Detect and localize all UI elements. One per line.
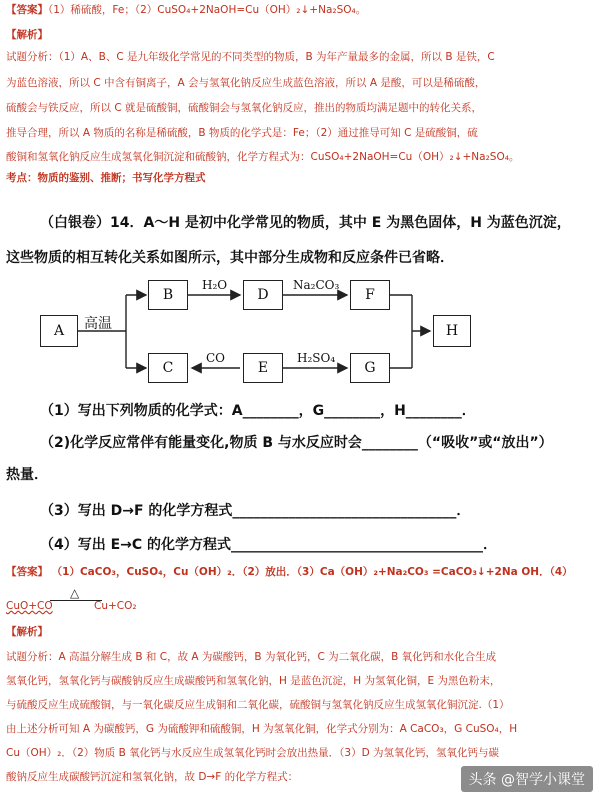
watermark-badge: 头条 @智学小课堂	[461, 766, 593, 792]
analysis-line: 为蓝色溶液，所以 C 中含有铜离子，A 会与氢氧化钠反应生成蓝色溶液，所以 A 是酸，可以是稀硫酸，	[6, 77, 486, 89]
analysis-tag: 【解析】	[6, 29, 48, 41]
eq-condition: △	[70, 586, 80, 600]
node-e: E	[243, 353, 283, 383]
node-b: B	[148, 280, 188, 310]
label-gaowen: 高温	[84, 316, 112, 332]
top-answer	[6, 3, 366, 17]
sub-question-4: （4）写出 E→C 的化学方程式____________________________________．	[40, 537, 498, 553]
answer2-equation	[6, 588, 166, 618]
sub-question-3: （3）写出 D→F 的化学方程式________________________________．	[40, 503, 471, 519]
eq-left: CuO+CO	[6, 600, 53, 612]
node-g: G	[350, 353, 390, 383]
node-f: F	[350, 280, 390, 310]
label-h2so4: H₂SO₄	[297, 351, 336, 365]
analysis2-line: 由上述分析可知 A 为碳酸钙，G 为硫酸钾和硫酸铜，H 为氢氧化铜，化学式分别为：A CaCO₃，G CuSO₄，H	[6, 723, 518, 735]
sub-question-2: （2)化学反应常伴有能量变化,物质 B 与水反应时会________（“吸收”或“放出”）	[40, 435, 553, 451]
analysis-line: 硫酸会与铁反应，所以 C 就是硫酸铜，硫酸铜会与氢氧化钠反应，推出的物质均满足题中的转化关系，	[6, 102, 483, 114]
analysis2-line: 与硫酸反应生成硫酸铜，与一氧化碳反应生成铜和二氧化碳，硫酸铜与氢氧化钠反应生成氢氧化铜沉淀.（1）	[6, 699, 510, 711]
question-line: 这些物质的相互转化关系如图所示，其中部分生成物和反应条件已省略．	[6, 250, 454, 266]
label-co: CO	[206, 351, 226, 365]
analysis-line: 酸铜和氢氧化钠反应生成氢氧化铜沉淀和硫酸钠，化学方程式为：CuSO₄+2NaOH=Cu（OH）₂↓+Na₂SO₄。	[6, 151, 520, 163]
analysis2-line: 试题分析：A 高温分解生成 B 和 C，故 A 为碳酸钙，B 为氧化钙，C 为二氧化碳，B 氧化钙和水化合生成	[6, 651, 497, 663]
node-h: H	[433, 315, 471, 347]
kaodian: 考点：物质的鉴别、推断；书写化学方程式	[6, 172, 206, 184]
answer-text: （1）稀硫酸，Fe；（2）CuSO₄+2NaOH=Cu（OH）₂↓+Na₂SO₄。	[48, 4, 367, 16]
node-d: D	[243, 280, 283, 310]
sub-question-2-cont: 热量．	[6, 467, 48, 483]
reaction-diagram	[0, 270, 601, 395]
node-c: C	[148, 353, 188, 383]
answer2	[6, 565, 573, 579]
analysis2-line: 酸钠反应生成碳酸钙沉淀和氢氧化钠，故 D→F 的化学方程式：	[6, 771, 299, 783]
label-na2co3: Na₂CO₃	[293, 278, 340, 292]
sub-question-1: （1）写出下列物质的化学式：A________，G________，H________．	[40, 403, 476, 419]
answer-tag: 【答案】	[6, 4, 48, 16]
answer2-line1: （1）CaCO₃，CuSO₄，Cu（OH）₂．（2）放出．（3）Ca（OH）₂+Na₂CO₃ =CaCO₃↓+2Na OH．（4）	[51, 566, 573, 578]
label-h2o: H₂O	[202, 278, 228, 292]
question-line: （白银卷）14．A～H 是初中化学常见的物质，其中 E 为黑色固体，H 为蓝色沉淀，	[40, 215, 571, 231]
eq-right: Cu+CO₂	[94, 600, 137, 612]
analysis-line: 推导合理，所以 A 物质的名称是稀硫酸，B 物质的化学式是：Fe；（2）通过推导可知 C 是硫酸铜，硫	[6, 127, 478, 139]
analysis2-line: Cu（OH）₂．（2）物质 B 氧化钙与水反应生成氢氧化钙时会放出热量．（3）D 为氢氧化钙，氢氧化钙与碳	[6, 747, 500, 759]
analysis2-tag: 【解析】	[6, 626, 48, 638]
answer2-tag: 【答案】	[6, 566, 48, 578]
analysis2-line: 氢氧化钙，氢氧化钙与碳酸钠反应生成碳酸钙和氢氧化钠，H 是蓝色沉淀，H 为氢氧化铜，E 为黑色粉末，	[6, 675, 501, 687]
analysis-line: 试题分析：（1）A、B、C 是九年级化学常见的不同类型的物质，B 为年产量最多的金属，所以 B 是铁，C	[6, 51, 495, 63]
node-a: A	[40, 315, 78, 347]
